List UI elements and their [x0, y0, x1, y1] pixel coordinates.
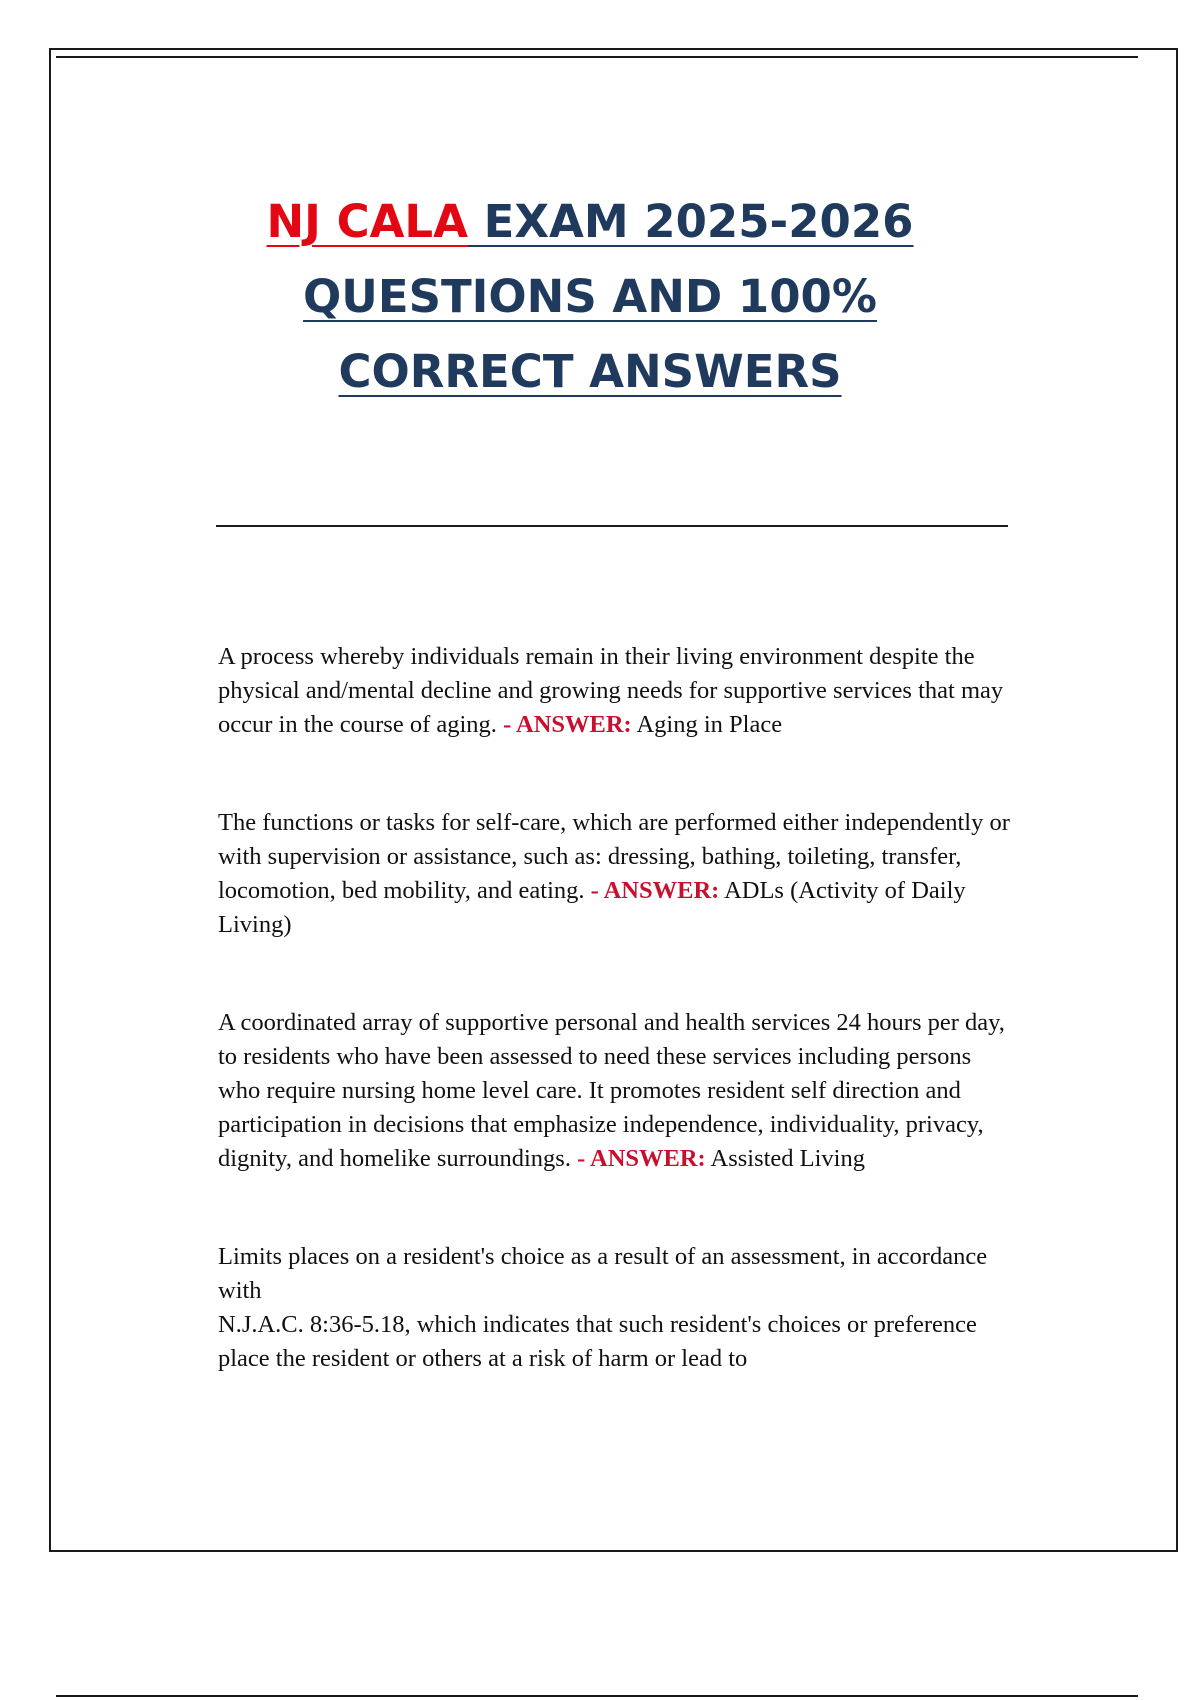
answer-marker: - ANSWER:	[590, 877, 720, 904]
question-text: The functions or tasks for self-care, which are performed either independently or with supervision or assistance, such as: dressing, bathing, toileting, transfer, locomotion, bed mobility, and eating.	[218, 809, 1010, 904]
title-divider	[216, 525, 1008, 527]
qa-item	[218, 806, 1018, 942]
answer-marker: - ANSWER:	[503, 711, 632, 738]
title-line-2: QUESTIONS AND 100%	[303, 270, 877, 323]
qa-item	[218, 640, 1018, 742]
bottom-rule	[56, 1695, 1138, 1697]
question-text: A process whereby individuals remain in their living environment despite the physical and/mental decline and growing needs for supportive services that may occur in the course of aging.	[218, 643, 1004, 738]
answer-marker: - ANSWER:	[577, 1145, 706, 1172]
answer-text: Assisted Living	[710, 1145, 865, 1172]
question-text: A coordinated array of supportive personal and health services 24 hours per day, to residents who have been assessed to need these services including persons who require nursing home level care. It promotes resident self direction and participation in decisions that emphasize independence, individuality, privacy, dignity, and homelike surroundings.	[218, 1009, 1005, 1172]
question-text-part-2: N.J.A.C. 8:36-5.18, which indicates that such resident's choices or preference place the resident or others at a risk of harm or lead to	[218, 1311, 977, 1372]
question-text-part-1: Limits places on a resident's choice as a result of an assessment, in accordance with	[218, 1243, 988, 1304]
qa-item	[218, 1006, 1018, 1176]
title-accent: NJ CALA	[266, 195, 468, 248]
document-title	[120, 184, 1060, 409]
qa-item	[218, 1240, 1018, 1376]
answer-text: Aging in Place	[636, 711, 783, 738]
qa-list	[218, 640, 1018, 1376]
title-line-1	[120, 184, 1060, 259]
top-rule	[56, 56, 1138, 58]
title-line-3: CORRECT ANSWERS	[338, 345, 842, 398]
title-line-1-rest: EXAM 2025-2026	[467, 195, 914, 248]
answer-text: ADLs (Activity of Daily Living)	[218, 877, 966, 938]
